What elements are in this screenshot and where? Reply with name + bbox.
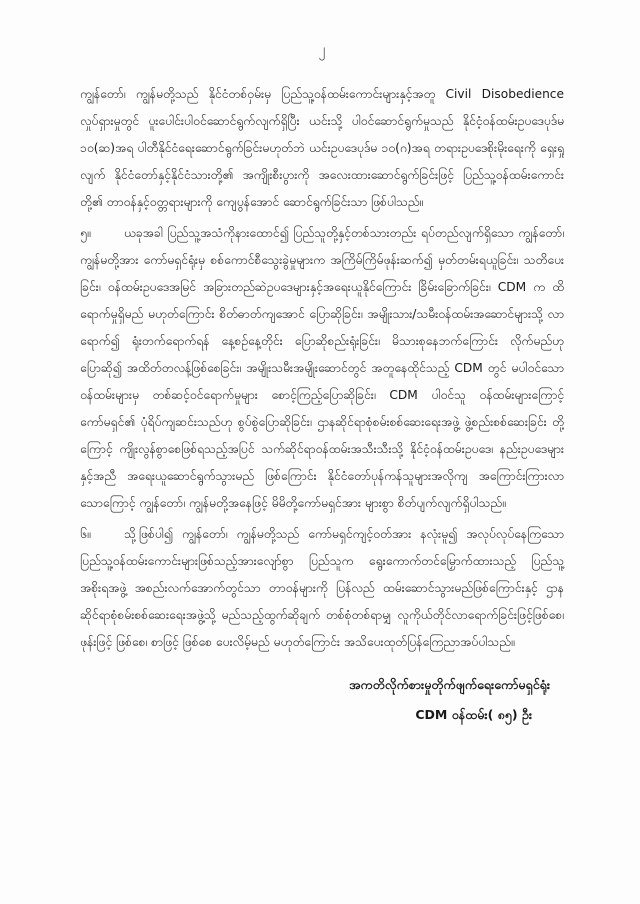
paragraph-1-text: ကျွန်တော်၊ ကျွန်မတို့သည် နိုင်ငံတစ်ဝှမ်းမှ ပြည်သူ့ဝန်ထမ်းကောင်းများနှင့်အတူ Civil Disobedience လှုပ်ရှားမှုတွင် ပူးပေါင်းပါဝင်ဆောင်ရွက်လျက်ရှိပြီး ယင်းသို့ ပါဝင်ဆောင်ရွက်မှုသည် နိုင်ငံ့ဝန်ထမ်းဥပဒေပုဒ်မ ၁၀(ဆ)အရ ပါတီနိုင်ငံရေးဆောင်ရွက်ခြင်းမဟုတ်ဘဲ ယင်းဥပဒေပုဒ်မ ၁၀(ဂ)အရ တရားဥပဒေစိုးမိုးရေးကို ရှေးရှုလျက် နိုင်ငံတော်နှင့်နိုင်ငံသားတို့၏ အကျိုးစီးပွားကို အလေးထားဆောင်ရွက်ခြင်းဖြင့် ပြည်သူ့ဝန်ထမ်းကောင်းတို့၏ တာဝန်နှင့်ဝတ္တရားများကို ကျေပွန်အောင် ဆောင်ရွက်ခြင်းသာ ဖြစ်ပါသည်။ [80,87,564,209]
paragraph-5 [80,220,564,517]
paragraph-1 [80,81,564,216]
paragraph-6 [80,521,564,656]
signature-staff-count: CDM ဝန်ထမ်း( ၈၅) ဦး [415,707,532,722]
paragraph-6-text: သို့ဖြစ်ပါ၍ ကျွန်တော်၊ ကျွန်မတို့သည် ကော်မရှင်ကျင့်ဝတ်အား နလုံးမူ၍ အလုပ်လုပ်နေကြသော ပြည်သူ့ဝန်ထမ်းကောင်းများဖြစ်သည့်အားလျော်စွာ ပြည်သူက ရွေးကောက်တင်မြှောက်ထားသည့် ပြည်သူ့အစိုးရအဖွဲ့ အစည်းလက်အောက်တွင်သာ တာဝန်များကို ပြန်လည် ထမ်းဆောင်သွားမည်ဖြစ်ကြောင်းနှင့် ဌာနဆိုင်ရာစုံစမ်းစစ်ဆေးရေးအဖွဲ့သို့ မည်သည့်ထွက်ဆိုချက် တစ်စုံတစ်ရာမျှ လူကိုယ်တိုင်လာရောက်ခြင်းဖြင့်ဖြစ်စေ၊ ဖုန်းဖြင့် ဖြစ်စေ၊ စာဖြင့် ဖြစ်စေ ပေးလိမ့်မည် မဟုတ်ကြောင်း အသိပေးထုတ်ပြန်ကြေညာအပ်ပါသည်။ [80,527,564,649]
signature-organization: အကတိလိုက်စားမှုတိုက်ဖျက်ရေးကော်မရှင်ရုံး [349,677,550,692]
paragraph-6-number: ၆။ [80,527,91,541]
page-number: ၂ [318,42,326,58]
signature-block [80,670,564,730]
paragraph-5-number: ၅။ [80,226,91,240]
paragraph-5-text: ယခုအခါ ပြည်သူ့အသံကိုနားထောင်၍ ပြည်သူတို့နှင့်တစ်သားတည်း ရပ်တည်လျက်ရှိသော ကျွန်တော်၊ ကျွန်မတို့အား ကော်မရှင်ရုံးမှ စစ်ကောင်စီသွေးခွဲမှုများက အကြိမ်ကြိမ်ဖုန်းဆက်၍ မှတ်တမ်းရယူခြင်း၊ သတိပေးခြင်း၊ ဝန်ထမ်းဥပဒေအမြင် အခြားတည်ဆဲဥပဒေများနှင့်အရေးယူနိုင်ကြောင်း ခြိမ်းခြောက်ခြင်း၊ CDM က ထိရောက်မှုရှိမည် မဟုတ်ကြောင်း စိတ်ဓာတ်ကျအောင် ပြောဆိုခြင်း၊ အမျိုးသား/သမီးဝန်ထမ်းအဆောင်များသို့ လာရောက်၍ ရုံးတက်ရောက်ရန် နေ့စဉ်နေ့တိုင်း ပြောဆိုစည်းရုံးခြင်း၊ မိသားစုနေဘက်ကြောင်း လိုက်မည်ဟုပြောဆို၍ အထိတ်တလန့်ဖြစ်စေခြင်း၊ အမျိုးသမီးအမျိုးဆောင်တွင် အတူနေထိုင်သည့် CDM တွင် မပါဝင်သော ဝန်ထမ်းများမှ တစ်ဆင့်ဝင်ရောက်မှုများ စောင့်ကြည့်ပြောဆိုခြင်း၊ CDM ပါဝင်သူ ဝန်ထမ်းများကြောင့် ကော်မရှင်၏ ပုံရိပ်ကျဆင်းသည်ဟု စွပ်စွဲပြောဆိုခြင်း၊ ဌာနဆိုင်ရာစုံစမ်းစစ်ဆေးရေးအဖွဲ့ ဖွဲ့စည်းစစ်ဆေးခြင်း တို့ကြောင့် ကျိုးလွန်စွာစေဖြစ်ရသည့်အပြင် သက်ဆိုင်ရာဝန်ထမ်းအသီးသီးသို့ နိုင်ငံ့ဝန်ထမ်းဥပဒေ၊ နည်းဥပဒေများနှင့်အညီ အရေးယူဆောင်ရွက်သွားမည် ဖြစ်ကြောင်း နိုင်ငံတော်ပုန်ကန်သူများအလိုကျ အကြောင်းကြားလာသောကြောင့် ကျွန်တော်၊ ကျွန်မတို့အနေဖြင့် မိမိတို့ကော်မရှင်အား များစွာ စိတ်ပျက်လျက်ရှိပါသည်။ [80,226,564,510]
